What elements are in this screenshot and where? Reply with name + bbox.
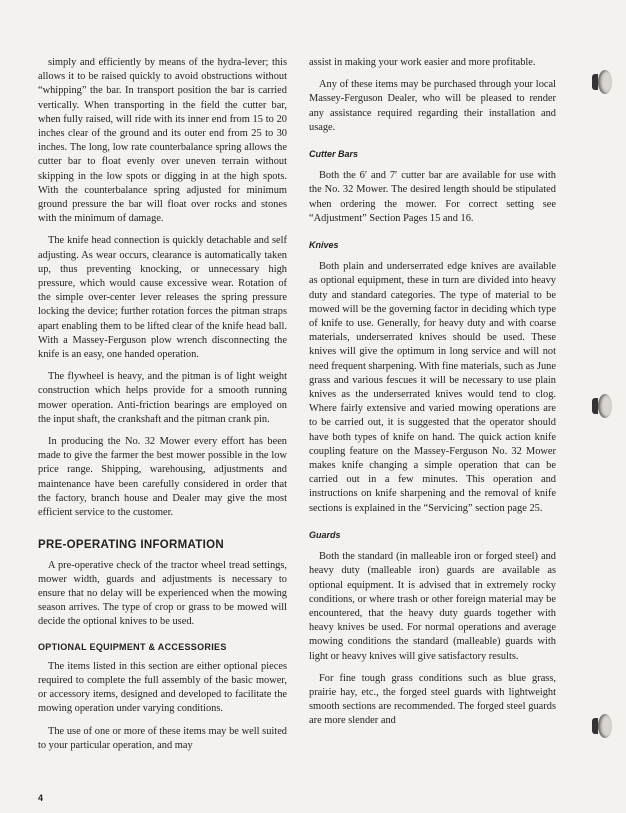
binder-hole-icon bbox=[592, 392, 612, 420]
paragraph-assist: assist in making your work easier and more profitable. bbox=[309, 57, 536, 68]
heading-guards: Guards bbox=[309, 529, 341, 540]
paragraph-use-of-items: The use of one or more of these items may be well suited to your particular operation, and may bbox=[38, 725, 287, 751]
right-column bbox=[309, 56, 556, 729]
heading-pre-operating: PRE-OPERATING INFORMATION bbox=[38, 539, 224, 552]
paragraph-cutter-bars: Both the 6′ and 7′ cutter bar are available for use with the No. 32 Mower. The desired length should be stipulated when ordering the mower. For correct setting see “Adjustment” Section Pages 15 and 16. bbox=[309, 170, 556, 224]
paragraph-guards: Both the standard (in malleable iron or forged steel) and heavy duty (malleable iron) guards are available as optional equipment. It is advised that in extremely rocky conditions, or where trash or other foreign material may be encountered, that the heavy duty guards together with heavy knives be used. For normal operations and average mowing conditions the standard (malleable) guards with light or heavy knives will give satisfactory results. bbox=[309, 551, 556, 662]
heading-cutter-bars: Cutter Bars bbox=[309, 149, 359, 160]
paragraph-knife-head: The knife head connection is quickly detachable and self adjusting. As wear occurs, clearance is automatically taken up, thus preventing knocking, or unnecessary high pressure, which would cause excessive wear. Rotation of the simple over-center lever releases the spring pressure locking the device; further rotation forces the pitman straps apart enabling them to be lifted clear of the knife head ball. With a Massey-Ferguson plow wrench disconnecting the knife is an easy, one handed operation. bbox=[38, 235, 287, 361]
heading-optional-equipment: OPTIONAL EQUIPMENT & ACCESSORIES bbox=[38, 641, 227, 652]
paragraph-knives: Both plain and underserrated edge knives are available as optional equipment, these in turn are divided into heavy duty and standard categories. The type of material to be mowed will be the governing factor in deciding which type of knife to use. Generally, for heavy duty and with coarse materials, underserrated knives should be used. These knives will give the optimum in long service and will not need frequent sharpening. With fine materials, such as June grass and various fescues it will be necessary to use plain knives as the underserrated knives would tend to clog. Where fairly extensive and varied mowing operations are to be carried out, it is suggested that the operator should have both types of knife on hand. The quick action knife coupling feature on the Massey-Ferguson No. 32 Mower makes knife changing a simple operation that can be carried out in a few minutes. This operation and instructions on knife sharpening and the removal of knife sections is explained in the “Servicing” section page 25. bbox=[309, 261, 556, 514]
paragraph-pre-operative-check: A pre-operative check of the tractor wheel tread settings, mower width, guards and adjustments is necessary to ensure that no delay will be experienced when the mowing season arrives. The type of crop or grass to be mowed will decide the optional knives to be used. bbox=[38, 559, 287, 628]
paragraph-hydra-lever: simply and efficiently by means of the hydra-lever; this allows it to be raised quickly to avoid obstructions without “whipping” the bar. In transport position the bar is carried vertically. When transporting in the field the cutter bar, when fully raised, will ride with its inner end from 15 to 20 inches clear of the ground and its outer end from 25 to 30 inches. The long, low rate counterbalance spring allows the cutter bar to float evenly over uneven terrain without skipping in the low spots or digging in at the high spots. With the counterbalance spring adjusted for minimum ground pressure the bar will float over rocks and stones with the minimum of damage. bbox=[38, 57, 287, 225]
paragraph-items-listed: The items listed in this section are either optional pieces required to complete the full assembly of the basic mower, or accessory items, designed and developed to facilitate the mowing operation under varying conditions. bbox=[38, 660, 287, 715]
left-column bbox=[38, 56, 287, 753]
paragraph-no32-mower: In producing the No. 32 Mower every effort has been made to give the farmer the best mower possible in the low price range. Shipping, warehousing, adjustments and maintenance have been carefully considered in order that the factory, branch house and Dealer may give the most efficient service to the customer. bbox=[38, 436, 287, 519]
page-number: 4 bbox=[38, 793, 44, 803]
paragraph-flywheel: The flywheel is heavy, and the pitman is of light weight construction which helps provide for a smooth running mower operation. Anti-friction bearings are employed on the input shaft, the crankshaft and the pitman crank pin. bbox=[38, 371, 287, 425]
paragraph-fine-grass: For fine tough grass conditions such as blue grass, prairie hay, etc., the forged steel guards with lightweight smooth sections are recommended. The forged steel guards are more slender and bbox=[309, 672, 556, 727]
paragraph-dealer: Any of these items may be purchased through your local Massey-Ferguson Dealer, who will be pleased to render any assistance required regarding their installation and usage. bbox=[309, 79, 556, 133]
binder-hole-icon bbox=[592, 68, 612, 96]
binder-hole-icon bbox=[592, 712, 612, 740]
heading-knives: Knives bbox=[309, 240, 339, 251]
